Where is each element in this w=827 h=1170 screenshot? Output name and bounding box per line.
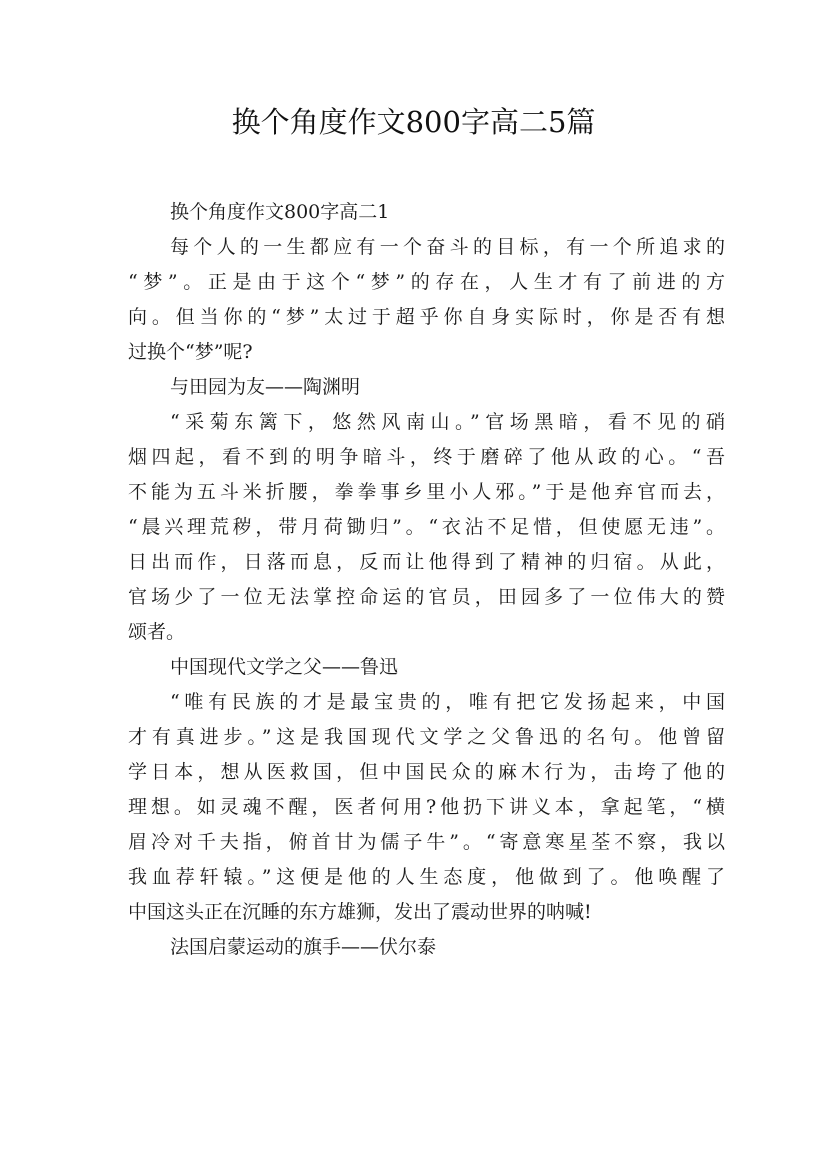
text-line: “晨兴理荒秽，带月荷锄归”。“衣沾不足惜，但使愿无违”。 xyxy=(128,516,725,538)
text-line: 过换个“梦”呢? xyxy=(128,341,253,363)
text-line: “唯有民族的才是最宝贵的，唯有把它发扬起来，中国 xyxy=(170,691,725,713)
text-line: 法国启蒙运动的旗手——伏尔泰 xyxy=(170,936,437,958)
text-line: 与田园为友——陶渊明 xyxy=(170,376,361,398)
text-line: 不能为五斗米折腰，拳拳事乡里小人邪。”于是他弃官而去， xyxy=(128,481,725,503)
text-line: “梦”。正是由于这个“梦”的存在，人生才有了前进的方 xyxy=(128,271,725,293)
text-line: 官场少了一位无法掌控命运的官员，田园多了一位伟大的赞 xyxy=(128,586,725,608)
document-title: 换个角度作文800字高二5篇 xyxy=(231,105,596,139)
text-line: 才有真进步。”这是我国现代文学之父鲁迅的名句。他曾留 xyxy=(128,726,725,748)
text-line: 每个人的一生都应有一个奋斗的目标，有一个所追求的 xyxy=(170,236,725,258)
text-line: 我血荐轩辕。”这便是他的人生态度，他做到了。他唤醒了 xyxy=(128,866,725,888)
text-line: 日出而作，日落而息，反而让他得到了精神的归宿。从此， xyxy=(128,551,725,573)
text-line: 换个角度作文800字高二1 xyxy=(170,201,390,223)
text-line: 学日本，想从医救国，但中国民众的麻木行为，击垮了他的 xyxy=(128,761,725,783)
text-line: 颂者。 xyxy=(128,621,186,643)
text-line: 眉冷对千夫指，俯首甘为儒子牛”。“寄意寒星荃不察，我以 xyxy=(128,831,725,853)
text-line: “采菊东篱下，悠然风南山。”官场黑暗，看不见的硝 xyxy=(170,411,725,433)
text-line: 中国现代文学之父——鲁迅 xyxy=(170,656,399,678)
text-line: 中国这头正在沉睡的东方雄狮，发出了震动世界的呐喊! xyxy=(128,901,592,923)
text-line: 理想。如灵魂不醒，医者何用?他扔下讲义本，拿起笔，“横 xyxy=(128,796,725,818)
text-line: 向。但当你的“梦”太过于超乎你自身实际时，你是否有想 xyxy=(128,306,725,328)
document-body xyxy=(128,195,728,965)
text-line: 烟四起，看不到的明争暗斗，终于磨碎了他从政的心。“吾 xyxy=(128,446,725,468)
